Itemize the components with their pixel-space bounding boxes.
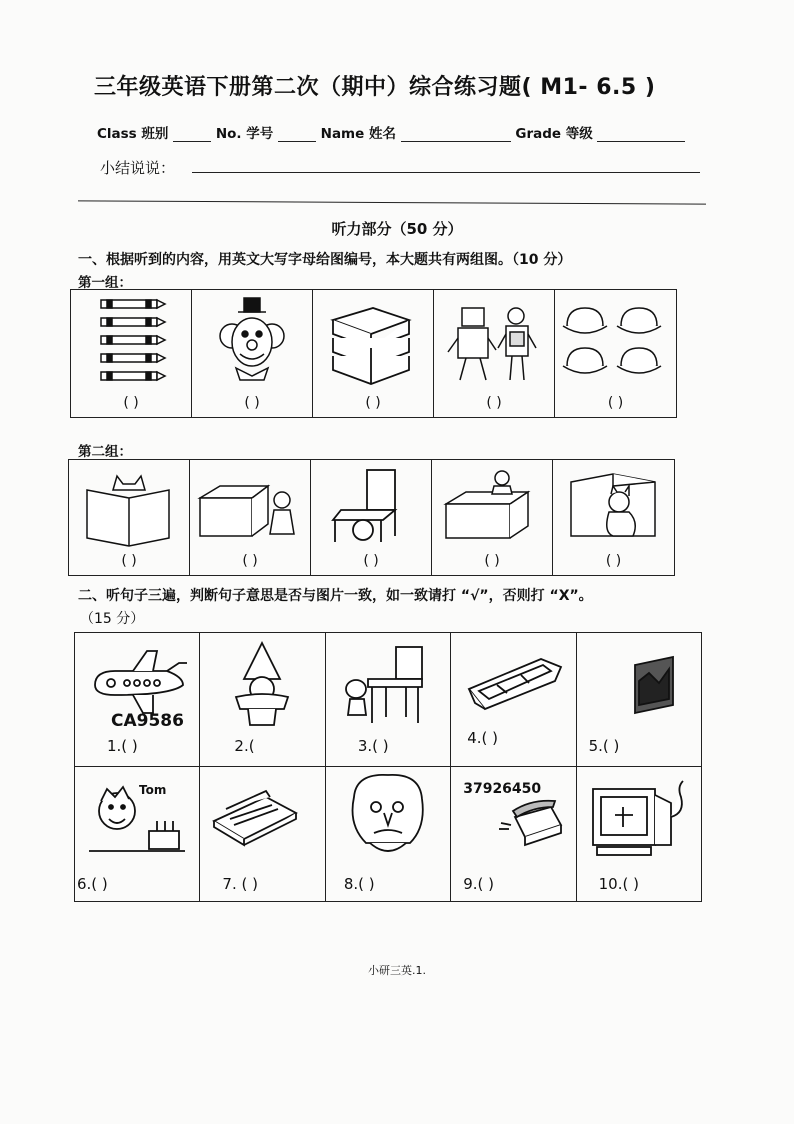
group1-label: 第一组： — [78, 275, 132, 291]
group2-cell-chair-ball — [311, 460, 432, 575]
group2-cell-doll-on-box — [432, 460, 553, 575]
grade-blank[interactable] — [597, 128, 685, 142]
dog-chair-icon — [326, 633, 451, 733]
answer-blank[interactable]: ( ) — [242, 553, 258, 569]
group1-cell-crayons — [71, 290, 192, 417]
q2-answer-label[interactable]: 10.( ) — [598, 875, 639, 893]
answer-blank[interactable]: ( ) — [486, 395, 502, 411]
q2-points: （15 分） — [80, 611, 145, 627]
group2-row — [68, 459, 675, 576]
q2-answer-label[interactable]: 1.( ) — [107, 737, 138, 755]
birthday-boy-icon — [75, 767, 200, 867]
q2-grid — [74, 632, 702, 902]
q2-cell-3 — [326, 633, 451, 766]
name-blank[interactable] — [401, 128, 511, 142]
chair-with-ball-icon — [311, 460, 432, 550]
q2-caption: CA9586 — [111, 711, 184, 731]
q2-answer-label[interactable]: 9.( ) — [463, 875, 495, 893]
q2-row-1 — [75, 633, 701, 767]
class-label: Class 班别 — [97, 126, 169, 142]
answer-blank[interactable]: ( ) — [607, 395, 624, 411]
tv-flat-icon — [577, 633, 702, 733]
answer-blank[interactable]: ( ) — [484, 553, 500, 569]
q2-cell-5 — [577, 633, 701, 766]
summary-line-2[interactable] — [78, 200, 706, 204]
q2-cell-6 — [75, 767, 200, 901]
doll-on-box-icon — [432, 460, 553, 550]
crayons-icon — [71, 290, 192, 390]
q2-answer-label[interactable]: 2.( — [234, 737, 255, 755]
listening-heading: 听力部分（50 分） — [331, 220, 463, 238]
group1-cell-books — [313, 290, 434, 417]
q2-cell-10 — [577, 767, 701, 901]
number-blank[interactable] — [278, 128, 316, 142]
q2-cell-7 — [200, 767, 325, 901]
group2-label: 第二组： — [78, 444, 132, 460]
boat-icon — [451, 633, 576, 733]
group2-cell-cat-book — [69, 460, 190, 575]
page-title: 三年级英语下册第二次（期中）综合练习题( M1- 6.5 ) — [94, 75, 656, 100]
cat-in-box-icon — [553, 460, 674, 550]
books-icon — [313, 290, 434, 390]
name-label: Name 姓名 — [320, 126, 396, 142]
hats-icon — [555, 290, 676, 390]
group1-row — [70, 289, 677, 418]
q2-caption: Tom — [139, 783, 167, 797]
doll-by-box-icon — [190, 460, 311, 550]
answer-blank[interactable]: ( ) — [605, 553, 622, 569]
q2-cell-1 — [75, 633, 200, 766]
answer-blank[interactable]: ( ) — [121, 553, 137, 569]
computer-icon — [577, 767, 702, 867]
answer-blank[interactable]: ( ) — [365, 395, 381, 411]
q2-caption: 37926450 — [463, 781, 542, 797]
answer-blank[interactable]: ( ) — [244, 395, 260, 411]
q2-answer-label[interactable]: 5.( ) — [588, 737, 620, 755]
q1-instruction: 一、根据听到的内容，用英文大写字母给图编号，本大题共有两组图。（10 分） — [78, 252, 572, 268]
cat-on-book-icon — [69, 460, 190, 550]
group2-cell-cat-box — [553, 460, 674, 575]
group2-cell-doll-box — [190, 460, 311, 575]
class-blank[interactable] — [173, 128, 211, 142]
student-info-row — [97, 122, 685, 142]
q2-answer-label[interactable]: 3.( ) — [357, 737, 389, 755]
summary-line-1[interactable] — [192, 172, 700, 173]
robots-icon — [434, 290, 555, 390]
answer-blank[interactable]: ( ) — [123, 395, 139, 411]
clown-icon — [192, 290, 313, 390]
q2-instruction: 二、听句子三遍，判断句子意思是否与图片一致，如一致请打 “√”，否则打 “X”。 — [78, 588, 593, 604]
pen-box-icon — [200, 767, 325, 867]
child-hat-icon — [200, 633, 325, 733]
answer-blank[interactable]: ( ) — [363, 553, 379, 569]
group1-cell-robots — [434, 290, 555, 417]
page-footer: 小研三英.1. — [368, 964, 426, 977]
q2-row-2 — [75, 767, 701, 901]
group1-cell-hats — [555, 290, 676, 417]
q2-cell-2 — [200, 633, 325, 766]
q2-answer-label[interactable]: 4.( ) — [467, 729, 499, 747]
q2-answer-label[interactable]: 8.( ) — [343, 875, 375, 893]
q2-cell-4 — [451, 633, 576, 766]
summary-label: 小结说说： — [100, 159, 176, 177]
number-label: No. 学号 — [215, 126, 274, 142]
q2-answer-label[interactable]: 6.( ) — [77, 875, 108, 893]
grade-label: Grade 等级 — [515, 126, 593, 142]
old-man-icon — [326, 767, 451, 867]
q2-cell-9 — [451, 767, 576, 901]
group1-cell-clown — [192, 290, 313, 417]
q2-cell-8 — [326, 767, 451, 901]
q2-answer-label[interactable]: 7. ( ) — [222, 875, 258, 893]
